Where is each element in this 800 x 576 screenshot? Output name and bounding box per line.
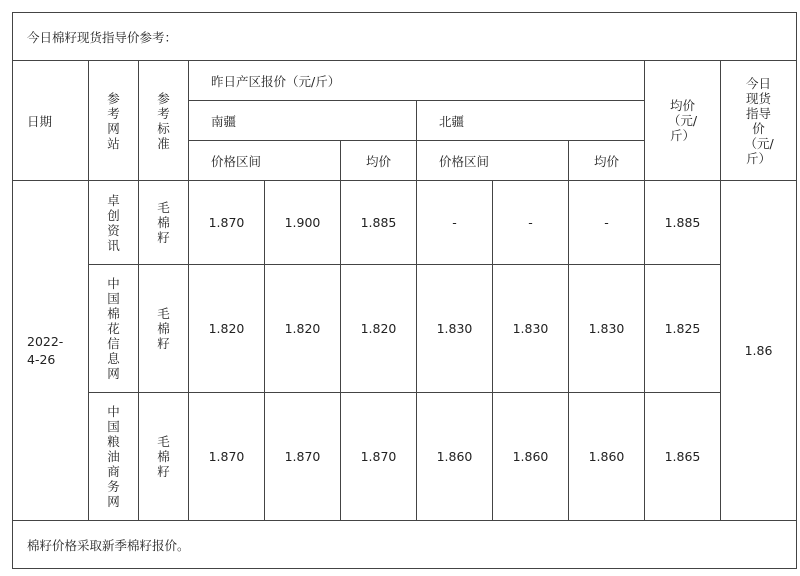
north-high-cell: - <box>493 181 569 265</box>
south-high-cell: 1.900 <box>265 181 341 265</box>
date-cell: 2022-4-26 <box>13 181 89 521</box>
north-high-cell: 1.860 <box>493 393 569 521</box>
south-high-cell: 1.870 <box>265 393 341 521</box>
north-low-cell: - <box>417 181 493 265</box>
avg-cell: 1.885 <box>645 181 721 265</box>
site-cell: 卓创资讯 <box>89 181 139 265</box>
south-low-cell: 1.870 <box>189 393 265 521</box>
site-cell: 中国棉花信息网 <box>89 265 139 393</box>
south-avg-cell: 1.885 <box>341 181 417 265</box>
yesterday-price-header: 昨日产区报价（元/斤） <box>189 61 645 101</box>
table-footnote: 棉籽价格采取新季棉籽报价。 <box>13 521 797 569</box>
price-table <box>12 12 797 569</box>
south-low-cell: 1.870 <box>189 181 265 265</box>
north-avg-cell: 1.830 <box>569 265 645 393</box>
table-row <box>13 181 797 265</box>
north-range-header: 价格区间 <box>417 141 569 181</box>
site-header: 参考网站 <box>89 61 139 181</box>
north-header: 北疆 <box>417 101 645 141</box>
south-avg-header: 均价 <box>341 141 417 181</box>
south-low-cell: 1.820 <box>189 265 265 393</box>
north-high-cell: 1.830 <box>493 265 569 393</box>
north-avg-header: 均价 <box>569 141 645 181</box>
table-caption: 今日棉籽现货指导价参考： <box>13 13 797 61</box>
north-avg-cell: - <box>569 181 645 265</box>
table-row <box>13 393 797 521</box>
south-high-cell: 1.820 <box>265 265 341 393</box>
north-low-cell: 1.860 <box>417 393 493 521</box>
south-range-header: 价格区间 <box>189 141 341 181</box>
date-header: 日期 <box>13 61 89 181</box>
standard-cell: 毛棉籽 <box>139 265 189 393</box>
avg-cell: 1.825 <box>645 265 721 393</box>
table-row <box>13 265 797 393</box>
south-avg-cell: 1.820 <box>341 265 417 393</box>
north-avg-cell: 1.860 <box>569 393 645 521</box>
south-header: 南疆 <box>189 101 417 141</box>
standard-header: 参考标准 <box>139 61 189 181</box>
overall-avg-header: 均价（元/斤） <box>645 61 721 181</box>
avg-cell: 1.865 <box>645 393 721 521</box>
today-price-header: 今日现货指导价（元/斤） <box>721 61 797 181</box>
site-cell: 中国粮油商务网 <box>89 393 139 521</box>
standard-cell: 毛棉籽 <box>139 181 189 265</box>
north-low-cell: 1.830 <box>417 265 493 393</box>
south-avg-cell: 1.870 <box>341 393 417 521</box>
today-price-cell: 1.86 <box>721 181 797 521</box>
standard-cell: 毛棉籽 <box>139 393 189 521</box>
